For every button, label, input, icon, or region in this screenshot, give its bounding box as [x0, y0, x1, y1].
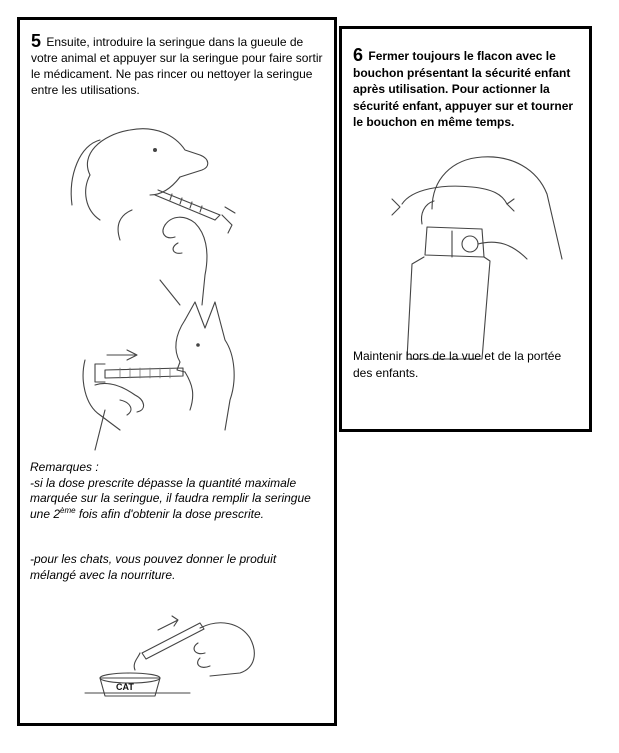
step-6-text: Fermer toujours le flacon avec le bouchon présentant la sécurité enfant après utilisation. Pour actionner la sécurité enfant, appuyer sur et tourner le bouchon en même temps.	[353, 49, 574, 129]
remarks-heading: Remarques :	[30, 460, 99, 474]
step-5-number: 5	[31, 31, 42, 51]
step-5-text: Ensuite, introduire la seringue dans la gueule de votre animal et appuyer sur la seringue pour faire sortir le médicament. Ne pas rincer ou nettoyer la seringue entre les utilisations.	[31, 35, 323, 97]
keep-away-notice: Maintenir hors de la vue et de la portée des enfants.	[353, 349, 562, 380]
remark-cats: -pour les chats, vous pouvez donner le produit mélangé avec la nourriture.	[30, 552, 277, 582]
cat-syringe-illustration	[65, 300, 255, 460]
bowl-syringe-illustration	[80, 608, 280, 708]
step-6-panel	[339, 26, 592, 432]
step-5-panel	[17, 17, 337, 726]
step-6-number: 6	[353, 45, 364, 65]
step-5-instruction	[31, 33, 331, 98]
remarks-block	[30, 460, 320, 522]
bowl-label: CAT	[116, 682, 134, 692]
bottle-cap-illustration	[382, 149, 572, 339]
step-6-instruction	[353, 47, 585, 131]
remark-dose	[30, 476, 320, 523]
dog-syringe-illustration	[60, 115, 250, 305]
remark-dose-superscript: ème	[60, 505, 76, 515]
remark-dose-text: -si la dose prescrite dépasse la quantité maximale marquée sur la seringue, il faudra remplir la seringue une 2	[30, 475, 311, 521]
remark-dose-text-end: fois afin d'obtenir la dose prescrite.	[75, 506, 264, 521]
